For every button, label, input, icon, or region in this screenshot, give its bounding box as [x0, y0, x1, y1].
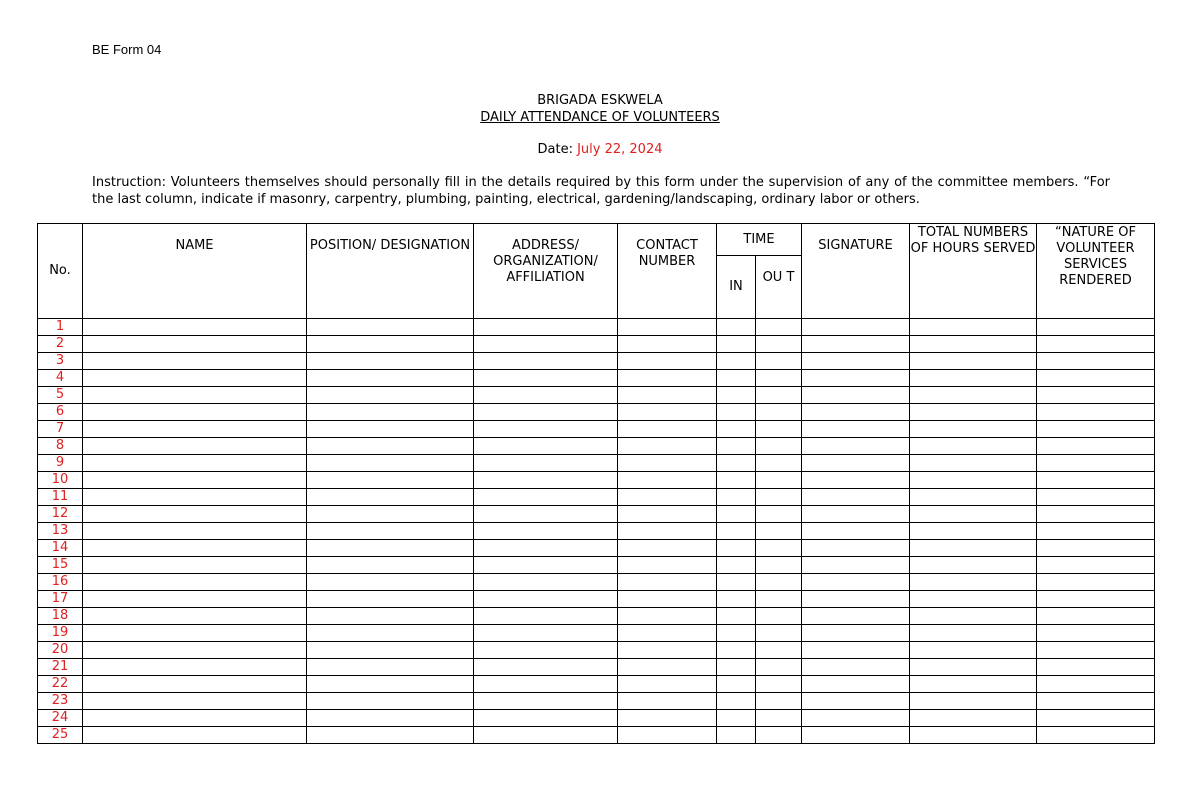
address-cell[interactable]	[474, 506, 618, 523]
time-in-cell[interactable]	[717, 625, 756, 642]
address-cell[interactable]	[474, 693, 618, 710]
nature-cell[interactable]	[1037, 676, 1155, 693]
name-cell[interactable]	[83, 557, 307, 574]
signature-cell[interactable]	[802, 506, 910, 523]
table-row	[38, 438, 1155, 455]
position-cell[interactable]	[307, 574, 474, 591]
attendance-table	[37, 223, 1155, 744]
contact-cell[interactable]	[618, 438, 717, 455]
nature-cell[interactable]	[1037, 591, 1155, 608]
position-cell[interactable]	[307, 642, 474, 659]
contact-cell[interactable]	[618, 421, 717, 438]
signature-cell[interactable]	[802, 438, 910, 455]
position-cell[interactable]	[307, 727, 474, 744]
time-out-cell[interactable]	[756, 608, 802, 625]
table-row	[38, 574, 1155, 591]
signature-cell[interactable]	[802, 710, 910, 727]
header-name: NAME	[83, 224, 307, 319]
contact-cell[interactable]	[618, 455, 717, 472]
contact-cell[interactable]	[618, 642, 717, 659]
nature-cell[interactable]	[1037, 710, 1155, 727]
contact-cell[interactable]	[618, 387, 717, 404]
time-in-cell[interactable]	[717, 506, 756, 523]
form-code: BE Form 04	[92, 42, 162, 57]
position-cell[interactable]	[307, 676, 474, 693]
signature-cell[interactable]	[802, 489, 910, 506]
total-hours-cell[interactable]	[910, 659, 1037, 676]
total-hours-cell[interactable]	[910, 489, 1037, 506]
position-cell[interactable]	[307, 506, 474, 523]
row-number: 7	[38, 421, 83, 438]
nature-cell[interactable]	[1037, 438, 1155, 455]
total-hours-cell[interactable]	[910, 370, 1037, 387]
signature-cell[interactable]	[802, 319, 910, 336]
total-hours-cell[interactable]	[910, 438, 1037, 455]
position-cell[interactable]	[307, 421, 474, 438]
table-row	[38, 387, 1155, 404]
time-out-cell[interactable]	[756, 710, 802, 727]
contact-cell[interactable]	[618, 557, 717, 574]
address-cell[interactable]	[474, 336, 618, 353]
table-row	[38, 693, 1155, 710]
signature-cell[interactable]	[802, 574, 910, 591]
row-number: 11	[38, 489, 83, 506]
total-hours-cell[interactable]	[910, 506, 1037, 523]
name-cell[interactable]	[83, 574, 307, 591]
contact-cell[interactable]	[618, 659, 717, 676]
time-out-cell[interactable]	[756, 472, 802, 489]
total-hours-cell[interactable]	[910, 404, 1037, 421]
signature-cell[interactable]	[802, 336, 910, 353]
row-number: 17	[38, 591, 83, 608]
header-nature: “NATURE OF VOLUNTEER SERVICES RENDERED	[1037, 224, 1155, 319]
position-cell[interactable]	[307, 608, 474, 625]
position-cell[interactable]	[307, 523, 474, 540]
row-number: 22	[38, 676, 83, 693]
header-signature: SIGNATURE	[802, 224, 910, 319]
position-cell[interactable]	[307, 404, 474, 421]
time-in-cell[interactable]	[717, 693, 756, 710]
time-out-cell[interactable]	[756, 642, 802, 659]
header-time-out: OU T	[756, 256, 802, 319]
address-cell[interactable]	[474, 472, 618, 489]
table-row	[38, 540, 1155, 557]
header-position: POSITION/ DESIGNATION	[307, 224, 474, 319]
nature-cell[interactable]	[1037, 404, 1155, 421]
row-number: 21	[38, 659, 83, 676]
name-cell[interactable]	[83, 642, 307, 659]
date-line	[0, 142, 1200, 157]
contact-cell[interactable]	[618, 353, 717, 370]
address-cell[interactable]	[474, 727, 618, 744]
address-cell[interactable]	[474, 353, 618, 370]
address-cell[interactable]	[474, 642, 618, 659]
table-row	[38, 353, 1155, 370]
time-in-cell[interactable]	[717, 659, 756, 676]
name-cell[interactable]	[83, 608, 307, 625]
name-cell[interactable]	[83, 472, 307, 489]
nature-cell[interactable]	[1037, 506, 1155, 523]
name-cell[interactable]	[83, 727, 307, 744]
time-out-cell[interactable]	[756, 727, 802, 744]
signature-cell[interactable]	[802, 591, 910, 608]
attendance-rows	[38, 319, 1155, 744]
signature-cell[interactable]	[802, 523, 910, 540]
total-hours-cell[interactable]	[910, 625, 1037, 642]
row-number: 13	[38, 523, 83, 540]
time-out-cell[interactable]	[756, 455, 802, 472]
position-cell[interactable]	[307, 710, 474, 727]
signature-cell[interactable]	[802, 727, 910, 744]
total-hours-cell[interactable]	[910, 591, 1037, 608]
time-in-cell[interactable]	[717, 353, 756, 370]
row-number: 24	[38, 710, 83, 727]
nature-cell[interactable]	[1037, 625, 1155, 642]
position-cell[interactable]	[307, 557, 474, 574]
name-cell[interactable]	[83, 387, 307, 404]
total-hours-cell[interactable]	[910, 557, 1037, 574]
time-in-cell[interactable]	[717, 557, 756, 574]
time-in-cell[interactable]	[717, 455, 756, 472]
position-cell[interactable]	[307, 693, 474, 710]
signature-cell[interactable]	[802, 625, 910, 642]
title-block	[0, 92, 1200, 126]
position-cell[interactable]	[307, 625, 474, 642]
time-in-cell[interactable]	[717, 319, 756, 336]
signature-cell[interactable]	[802, 557, 910, 574]
signature-cell[interactable]	[802, 404, 910, 421]
signature-cell[interactable]	[802, 370, 910, 387]
contact-cell[interactable]	[618, 676, 717, 693]
name-cell[interactable]	[83, 710, 307, 727]
time-out-cell[interactable]	[756, 523, 802, 540]
table-row	[38, 523, 1155, 540]
time-in-cell[interactable]	[717, 727, 756, 744]
table-row	[38, 727, 1155, 744]
total-hours-cell[interactable]	[910, 642, 1037, 659]
row-number: 3	[38, 353, 83, 370]
address-cell[interactable]	[474, 319, 618, 336]
time-in-cell[interactable]	[717, 676, 756, 693]
row-number: 6	[38, 404, 83, 421]
table-row	[38, 625, 1155, 642]
table-row	[38, 710, 1155, 727]
total-hours-cell[interactable]	[910, 574, 1037, 591]
total-hours-cell[interactable]	[910, 353, 1037, 370]
row-number: 10	[38, 472, 83, 489]
position-cell[interactable]	[307, 336, 474, 353]
time-in-cell[interactable]	[717, 540, 756, 557]
name-cell[interactable]	[83, 659, 307, 676]
total-hours-cell[interactable]	[910, 710, 1037, 727]
signature-cell[interactable]	[802, 659, 910, 676]
position-cell[interactable]	[307, 387, 474, 404]
contact-cell[interactable]	[618, 336, 717, 353]
table-row	[38, 608, 1155, 625]
total-hours-cell[interactable]	[910, 523, 1037, 540]
name-cell[interactable]	[83, 591, 307, 608]
total-hours-cell[interactable]	[910, 421, 1037, 438]
nature-cell[interactable]	[1037, 574, 1155, 591]
nature-cell[interactable]	[1037, 523, 1155, 540]
position-cell[interactable]	[307, 370, 474, 387]
address-cell[interactable]	[474, 387, 618, 404]
table-row	[38, 370, 1155, 387]
table-row	[38, 676, 1155, 693]
contact-cell[interactable]	[618, 404, 717, 421]
name-cell[interactable]	[83, 523, 307, 540]
time-out-cell[interactable]	[756, 506, 802, 523]
position-cell[interactable]	[307, 489, 474, 506]
row-number: 8	[38, 438, 83, 455]
name-cell[interactable]	[83, 353, 307, 370]
position-cell[interactable]	[307, 540, 474, 557]
nature-cell[interactable]	[1037, 455, 1155, 472]
time-out-cell[interactable]	[756, 387, 802, 404]
time-out-cell[interactable]	[756, 319, 802, 336]
row-number: 12	[38, 506, 83, 523]
total-hours-cell[interactable]	[910, 676, 1037, 693]
date-label: Date:	[537, 142, 573, 157]
table-row	[38, 591, 1155, 608]
signature-cell[interactable]	[802, 693, 910, 710]
time-out-cell[interactable]	[756, 353, 802, 370]
total-hours-cell[interactable]	[910, 693, 1037, 710]
name-cell[interactable]	[83, 319, 307, 336]
row-number: 2	[38, 336, 83, 353]
time-in-cell[interactable]	[717, 489, 756, 506]
nature-cell[interactable]	[1037, 421, 1155, 438]
signature-cell[interactable]	[802, 387, 910, 404]
contact-cell[interactable]	[618, 727, 717, 744]
nature-cell[interactable]	[1037, 557, 1155, 574]
contact-cell[interactable]	[618, 574, 717, 591]
table-row	[38, 642, 1155, 659]
position-cell[interactable]	[307, 472, 474, 489]
nature-cell[interactable]	[1037, 370, 1155, 387]
row-number: 4	[38, 370, 83, 387]
date-value: July 22, 2024	[577, 142, 663, 157]
name-cell[interactable]	[83, 625, 307, 642]
nature-cell[interactable]	[1037, 659, 1155, 676]
table-row	[38, 421, 1155, 438]
time-in-cell[interactable]	[717, 523, 756, 540]
contact-cell[interactable]	[618, 506, 717, 523]
signature-cell[interactable]	[802, 642, 910, 659]
row-number: 5	[38, 387, 83, 404]
total-hours-cell[interactable]	[910, 727, 1037, 744]
time-out-cell[interactable]	[756, 489, 802, 506]
contact-cell[interactable]	[618, 370, 717, 387]
signature-cell[interactable]	[802, 455, 910, 472]
row-number: 20	[38, 642, 83, 659]
name-cell[interactable]	[83, 540, 307, 557]
nature-cell[interactable]	[1037, 489, 1155, 506]
table-row	[38, 472, 1155, 489]
total-hours-cell[interactable]	[910, 336, 1037, 353]
signature-cell[interactable]	[802, 472, 910, 489]
time-out-cell[interactable]	[756, 591, 802, 608]
nature-cell[interactable]	[1037, 727, 1155, 744]
contact-cell[interactable]	[618, 489, 717, 506]
time-in-cell[interactable]	[717, 404, 756, 421]
address-cell[interactable]	[474, 574, 618, 591]
nature-cell[interactable]	[1037, 642, 1155, 659]
time-in-cell[interactable]	[717, 421, 756, 438]
time-in-cell[interactable]	[717, 608, 756, 625]
nature-cell[interactable]	[1037, 319, 1155, 336]
instruction-text: Instruction: Volunteers themselves should personally fill in the details required by this form under the supervision of any of the committee members. “For the last column, indicate if masonry, carpentry, plumbing, painting, electrical, gardening/landscaping, ordinary labor or others.	[92, 175, 1110, 207]
header-time-in: IN	[717, 256, 756, 319]
time-out-cell[interactable]	[756, 404, 802, 421]
time-in-cell[interactable]	[717, 574, 756, 591]
table-row	[38, 557, 1155, 574]
total-hours-cell[interactable]	[910, 472, 1037, 489]
time-in-cell[interactable]	[717, 438, 756, 455]
total-hours-cell[interactable]	[910, 455, 1037, 472]
total-hours-cell[interactable]	[910, 608, 1037, 625]
row-number: 1	[38, 319, 83, 336]
name-cell[interactable]	[83, 455, 307, 472]
row-number: 16	[38, 574, 83, 591]
contact-cell[interactable]	[618, 710, 717, 727]
row-number: 23	[38, 693, 83, 710]
name-cell[interactable]	[83, 693, 307, 710]
time-in-cell[interactable]	[717, 591, 756, 608]
address-cell[interactable]	[474, 625, 618, 642]
nature-cell[interactable]	[1037, 693, 1155, 710]
position-cell[interactable]	[307, 659, 474, 676]
name-cell[interactable]	[83, 438, 307, 455]
signature-cell[interactable]	[802, 676, 910, 693]
time-out-cell[interactable]	[756, 574, 802, 591]
time-out-cell[interactable]	[756, 676, 802, 693]
header-total-hours: TOTAL NUMBERS OF HOURS SERVED	[910, 224, 1037, 319]
time-in-cell[interactable]	[717, 710, 756, 727]
signature-cell[interactable]	[802, 540, 910, 557]
contact-cell[interactable]	[618, 693, 717, 710]
address-cell[interactable]	[474, 438, 618, 455]
time-out-cell[interactable]	[756, 659, 802, 676]
time-in-cell[interactable]	[717, 387, 756, 404]
total-hours-cell[interactable]	[910, 540, 1037, 557]
time-out-cell[interactable]	[756, 693, 802, 710]
contact-cell[interactable]	[618, 319, 717, 336]
position-cell[interactable]	[307, 438, 474, 455]
contact-cell[interactable]	[618, 608, 717, 625]
signature-cell[interactable]	[802, 353, 910, 370]
table-row	[38, 506, 1155, 523]
address-cell[interactable]	[474, 676, 618, 693]
address-cell[interactable]	[474, 404, 618, 421]
name-cell[interactable]	[83, 336, 307, 353]
nature-cell[interactable]	[1037, 540, 1155, 557]
name-cell[interactable]	[83, 506, 307, 523]
table-row	[38, 336, 1155, 353]
position-cell[interactable]	[307, 455, 474, 472]
time-in-cell[interactable]	[717, 472, 756, 489]
nature-cell[interactable]	[1037, 472, 1155, 489]
total-hours-cell[interactable]	[910, 387, 1037, 404]
nature-cell[interactable]	[1037, 387, 1155, 404]
address-cell[interactable]	[474, 540, 618, 557]
contact-cell[interactable]	[618, 591, 717, 608]
time-in-cell[interactable]	[717, 642, 756, 659]
address-cell[interactable]	[474, 455, 618, 472]
table-row	[38, 404, 1155, 421]
time-out-cell[interactable]	[756, 540, 802, 557]
header-no: No.	[38, 224, 83, 319]
name-cell[interactable]	[83, 676, 307, 693]
header-time: TIME	[717, 224, 802, 256]
address-cell[interactable]	[474, 591, 618, 608]
row-number: 14	[38, 540, 83, 557]
address-cell[interactable]	[474, 557, 618, 574]
address-cell[interactable]	[474, 370, 618, 387]
form-subtitle: DAILY ATTENDANCE OF VOLUNTEERS	[480, 110, 720, 125]
name-cell[interactable]	[83, 421, 307, 438]
name-cell[interactable]	[83, 404, 307, 421]
address-cell[interactable]	[474, 659, 618, 676]
row-number: 18	[38, 608, 83, 625]
time-out-cell[interactable]	[756, 370, 802, 387]
time-out-cell[interactable]	[756, 557, 802, 574]
address-cell[interactable]	[474, 523, 618, 540]
signature-cell[interactable]	[802, 608, 910, 625]
time-out-cell[interactable]	[756, 438, 802, 455]
position-cell[interactable]	[307, 353, 474, 370]
nature-cell[interactable]	[1037, 608, 1155, 625]
header-address: ADDRESS/ ORGANIZATION/ AFFILIATION	[474, 224, 618, 319]
address-cell[interactable]	[474, 489, 618, 506]
contact-cell[interactable]	[618, 625, 717, 642]
nature-cell[interactable]	[1037, 336, 1155, 353]
row-number: 19	[38, 625, 83, 642]
row-number: 25	[38, 727, 83, 744]
form-title: BRIGADA ESKWELA	[537, 93, 663, 108]
time-out-cell[interactable]	[756, 421, 802, 438]
header-contact: CONTACT NUMBER	[618, 224, 717, 319]
address-cell[interactable]	[474, 710, 618, 727]
total-hours-cell[interactable]	[910, 319, 1037, 336]
time-in-cell[interactable]	[717, 370, 756, 387]
position-cell[interactable]	[307, 591, 474, 608]
row-number: 9	[38, 455, 83, 472]
name-cell[interactable]	[83, 489, 307, 506]
time-out-cell[interactable]	[756, 336, 802, 353]
nature-cell[interactable]	[1037, 353, 1155, 370]
table-row	[38, 489, 1155, 506]
row-number: 15	[38, 557, 83, 574]
time-in-cell[interactable]	[717, 336, 756, 353]
name-cell[interactable]	[83, 370, 307, 387]
address-cell[interactable]	[474, 421, 618, 438]
contact-cell[interactable]	[618, 523, 717, 540]
position-cell[interactable]	[307, 319, 474, 336]
time-out-cell[interactable]	[756, 625, 802, 642]
table-row	[38, 455, 1155, 472]
contact-cell[interactable]	[618, 472, 717, 489]
table-row	[38, 659, 1155, 676]
signature-cell[interactable]	[802, 421, 910, 438]
address-cell[interactable]	[474, 608, 618, 625]
contact-cell[interactable]	[618, 540, 717, 557]
table-row	[38, 319, 1155, 336]
